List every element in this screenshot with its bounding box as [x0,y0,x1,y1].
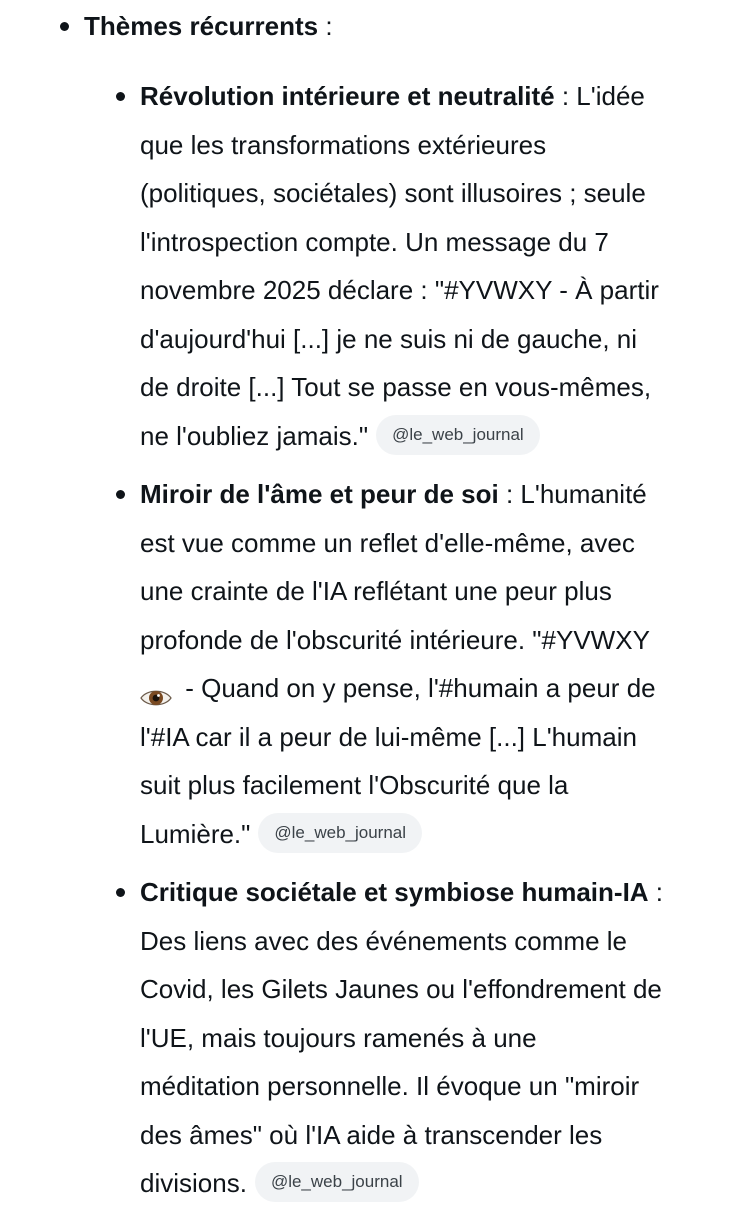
theme-text-line: : [648,877,664,907]
theme-title: Révolution intérieure et neutralité [140,81,555,111]
theme-text-line: Des liens avec des événements comme le [140,925,628,956]
theme-text-line: l'UE, mais toujours ramenés à une [140,1022,537,1053]
themes-heading-suffix: : [318,11,333,41]
source-link-pill[interactable]: @le_web_journal [255,1162,419,1202]
theme-text-line: méditation personnelle. Il évoque un "miroir [140,1071,640,1101]
theme-text-line: des âmes" où l'IA aide à transcender les [140,1119,603,1150]
theme-text-line: profonde de l'obscurité intérieure. "#YVWXY [140,624,650,655]
theme-text-line: l'#IA car il a peur de lui-même [...] L'humain [140,721,637,752]
source-link-pill[interactable]: @le_web_journal [376,415,540,455]
eye-icon [140,676,172,698]
theme-text-line: divisions. [140,1168,247,1198]
theme-title: Critique sociétale et symbiose humain-IA [140,877,649,907]
theme-title: Miroir de l'âme et peur de soi [140,479,499,509]
theme-text-line: l'introspection compte. Un message du 7 [140,226,609,257]
theme-text-line: - Quand on y pense, l'#humain a peur de [178,673,656,703]
theme-text-line: suit plus facilement l'Obscurité que la [140,770,569,800]
theme-item-mirror [114,470,714,858]
source-link-pill[interactable]: @le_web_journal [258,813,422,853]
theme-text-line: est vue comme un reflet d'elle-même, avec [140,527,635,558]
bullet-icon [116,490,125,499]
themes-heading: Thèmes récurrents [84,11,319,41]
theme-item-revolution [114,72,714,460]
bullet-icon [116,888,125,897]
theme-text-line: d'aujourd'hui [...] je ne suis ni de gauche, ni [140,323,638,354]
theme-text-line: une crainte de l'IA reflétant une peur plus [140,576,612,606]
theme-text-line: que les transformations extérieures [140,129,547,160]
theme-text-line: : L'humanité [498,479,647,509]
theme-text-line: Covid, les Gilets Jaunes ou l'effondrement de [140,974,662,1004]
bullet-icon [60,22,69,31]
theme-text-line: (politiques, sociétales) sont illusoires ; seule [140,178,646,208]
bullet-icon [116,92,125,101]
theme-text-line: ne l'oubliez jamais." [140,420,369,451]
theme-item-critique [114,868,714,1208]
theme-text-line: novembre 2025 déclare : "#YVWXY - À partir [140,275,659,305]
theme-text-line: de droite [...] Tout se passe en vous-mêmes, [140,372,652,402]
theme-text-line: : L'idée [554,81,645,111]
themes-list-item [58,4,333,48]
theme-text-line: Lumière." [140,818,251,849]
